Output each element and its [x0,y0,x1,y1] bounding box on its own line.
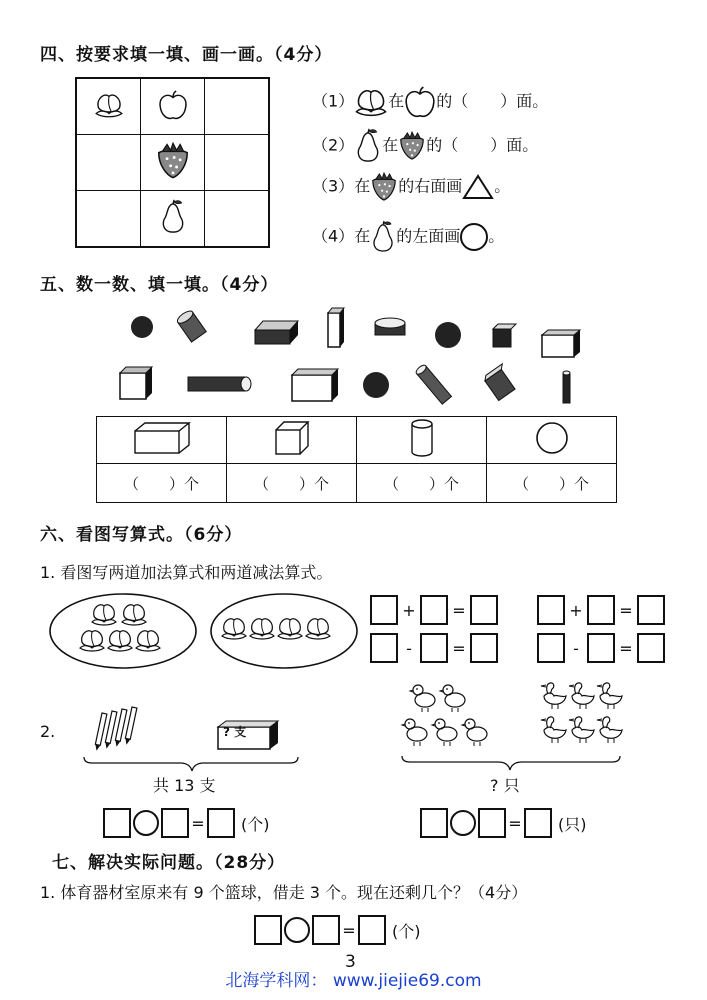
chick-icon [432,719,457,746]
answer-box[interactable] [587,633,615,663]
grid-cell-empty [205,78,270,135]
answer-box[interactable] [587,595,615,625]
shape-count-table [96,416,617,503]
pencil-total-label: 共 13 支 [153,776,216,795]
answer-box[interactable] [254,915,282,945]
sec4-question-2: （2） 在 的（ ）面。 [312,128,538,164]
answer-box[interactable] [470,633,498,663]
peach-icon [306,619,330,639]
peach-icon [136,631,160,651]
duck-icon [541,717,566,743]
equation-sub-1: - = [370,633,498,663]
strawberry-icon [398,131,426,161]
operator-circle[interactable] [133,810,159,836]
chicks-ducks-figure [398,678,628,778]
strawberry-icon [370,172,398,202]
header-cuboid [97,417,227,464]
cuboid-icon [292,369,338,401]
apple-icon [158,90,188,120]
operator-circle[interactable] [284,917,310,943]
equation-pencils: = (个) [103,808,270,838]
sphere-outline-icon [534,420,570,456]
count-cube[interactable]: （ ）个 [227,464,357,503]
peach-icon [222,619,246,639]
chick-icon [410,685,435,712]
cylinder-icon [188,377,251,391]
strawberry-icon [155,142,191,180]
sphere-icon [435,322,461,348]
group-ellipse-right [211,594,357,668]
answer-box[interactable] [420,595,448,625]
answer-box[interactable] [161,808,189,838]
grid-cell-empty [205,191,270,248]
cuboid-icon [255,321,298,344]
grid-cell-empty [205,135,270,191]
cylinder-icon [375,318,405,335]
triangle-icon [462,174,494,200]
pear-icon [370,220,396,254]
grid-cell-empty [76,135,141,191]
brace-bracket [402,756,620,770]
solid-shapes-figure [110,305,630,410]
answer-box[interactable] [420,633,448,663]
grid-cell-apple [141,78,205,135]
peach-icon [278,619,302,639]
section-5-title: 五、数一数、填一填。（4分） [40,275,279,295]
fruit-grid [75,77,270,248]
peach-icon [92,605,116,625]
sphere-icon [363,372,389,398]
answer-box[interactable] [370,633,398,663]
sec4-question-1: （1） 在 的（ ）面。 [312,86,548,118]
header-cube [227,417,357,464]
cuboid-icon [542,330,580,357]
animal-total-label: ? 只 [490,776,520,795]
peach-icon [250,619,274,639]
equation-basketballs: = (个) [254,915,421,945]
duck-icon [597,717,622,743]
cylinder-icon [175,309,206,342]
peach-groups-figure [48,592,358,672]
answer-box[interactable] [312,915,340,945]
cube-icon [493,324,516,347]
grid-cell-pear [141,191,205,248]
duck-icon [597,683,622,709]
cylinder-icon [415,364,452,405]
header-sphere [487,417,617,464]
chick-icon [462,719,487,746]
duck-icon [569,717,594,743]
equation-add-2: + = [537,595,665,625]
grid-cell-empty [76,191,141,248]
duck-icon [541,683,566,709]
sec6-question-1: 1. 看图写两道加法算式和两道减法算式。 [40,563,333,582]
answer-blank[interactable]: 的（ ）面。 [436,91,549,111]
grid-cell-strawberry [141,135,205,191]
pear-icon [159,199,187,235]
chick-icon [440,685,465,712]
answer-box[interactable] [637,633,665,663]
pencils-figure [80,705,310,775]
pear-icon [354,128,382,164]
header-cylinder [357,417,487,464]
equation-sub-2: - = [537,633,665,663]
duck-icon [569,683,594,709]
cylinder-outline-icon [409,418,435,458]
sec6-question-2-number: 2. [40,722,56,741]
answer-box[interactable] [370,595,398,625]
cylinder-icon [563,371,570,403]
answer-box[interactable] [524,808,552,838]
pencil-box-label: ? 支 [223,725,247,739]
peach-icon [354,87,388,117]
answer-blank[interactable]: 的（ ）面。 [426,135,539,155]
count-cuboid[interactable]: （ ）个 [97,464,227,503]
cube-outline-icon [274,420,310,456]
sec4-question-4: （4）在 的左面画 。 [312,220,504,254]
answer-box[interactable] [358,915,386,945]
footer-watermark: 北海学科网： www.jiejie69.com [225,971,482,991]
answer-box[interactable] [478,808,506,838]
answer-box[interactable] [420,808,448,838]
equation-add-1: + = [370,595,498,625]
pencil-icon [94,713,107,751]
peach-icon [94,92,124,118]
answer-box[interactable] [637,595,665,625]
count-sphere[interactable]: （ ）个 [487,464,617,503]
equation-animals: = (只) [420,808,587,838]
answer-box[interactable] [207,808,235,838]
chick-icon [402,719,427,746]
section-7-title: 七、解决实际问题。（28分） [52,853,286,873]
cuboid-outline-icon [133,421,191,455]
sec7-question-1: 1. 体育器材室原来有 9 个篮球，借走 3 个。现在还剩几个？（4分） [40,883,528,902]
sphere-icon [131,316,153,338]
count-cylinder[interactable]: （ ）个 [357,464,487,503]
operator-circle[interactable] [450,810,476,836]
section-6-title: 六、看图写算式。（6分） [40,525,243,545]
answer-box[interactable] [103,808,131,838]
peach-icon [122,605,146,625]
cube-icon [120,367,152,399]
peach-icon [80,631,104,651]
cuboid-icon [483,364,519,401]
apple-icon [404,86,436,118]
sec4-question-3: （3）在 的右面画 。 [312,172,510,202]
circle-icon [460,223,488,251]
section-4-title: 四、按要求填一填、画一画。（4分） [40,45,333,65]
answer-box[interactable] [537,595,565,625]
answer-box[interactable] [470,595,498,625]
answer-box[interactable] [537,633,565,663]
page-number: 3 [345,952,356,972]
brace-bracket [84,757,298,771]
peach-icon [108,631,132,651]
grid-cell-peach [76,78,141,135]
cuboid-icon [328,308,344,347]
